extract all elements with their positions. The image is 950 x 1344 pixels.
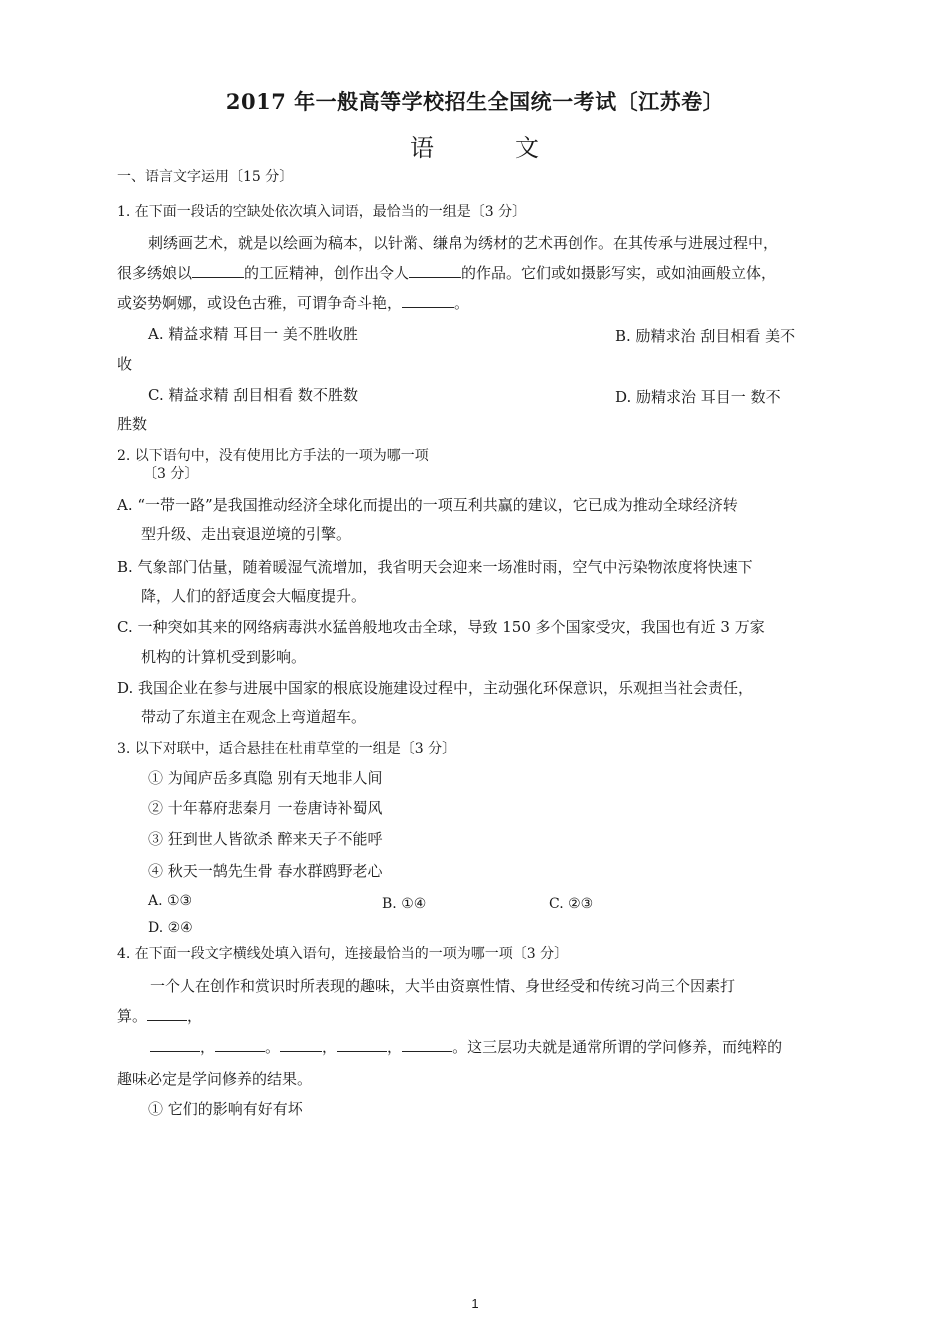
q4-stem: 4. 在下面一段文字横线处填入语句，连接最恰当的一项为哪一项〔3 分〕	[117, 946, 569, 962]
q3-option-c: C. ②③	[549, 896, 594, 912]
q3-stem: 3. 以下对联中，适合悬挂在杜甫草堂的一组是〔3 分〕	[117, 741, 457, 757]
q4-line2-comma: ，	[187, 1007, 203, 1025]
q4-line1: 一个人在创作和赏识时所表现的趣味，大半由资禀性情、身世经受和传统习尚三个因素打	[150, 977, 736, 995]
q1-para-line2	[117, 262, 776, 283]
q1-option-c: C. 精益求精 刮目相看 数不胜数	[148, 386, 359, 404]
section-heading: 一、语言文字运用〔15 分〕	[117, 169, 294, 185]
q1-para-line2-a: 很多绣娘以	[117, 264, 193, 282]
q4-line3-punct-4: ，	[387, 1038, 403, 1056]
q1-para-line1: 刺绣画艺术，就是以绘画为稿本，以针黹、缣帛为绣材的艺术再创作。在其传承与进展过程中，	[148, 234, 779, 252]
fill-blank	[147, 1006, 187, 1021]
fill-blank	[192, 263, 244, 278]
q4-line3-punct-2: 。	[265, 1038, 281, 1056]
q2-option-a-cont: 型升级、走出衰退逆境的引擎。	[141, 525, 352, 543]
q1-option-a: A. 精益求精 耳目一 美不胜收胜	[148, 325, 358, 343]
q2-stem-score: 〔3 分〕	[143, 466, 199, 482]
q1-option-d-cont: 胜数	[117, 415, 148, 433]
q1-para-line3-b: 。	[454, 294, 470, 312]
q3-couplet-2: ② 十年幕府悲秦月 一卷唐诗补蜀风	[148, 799, 383, 817]
q3-option-d: D. ②④	[148, 920, 193, 936]
q3-couplet-1: ① 为闻庐岳多真隐 别有天地非人间	[148, 769, 383, 787]
q2-option-d: D. 我国企业在参与进展中国家的根底设施建设过程中，主动强化环保意识，乐观担当社会责任，	[117, 679, 754, 697]
q4-line3	[150, 1036, 782, 1057]
q4-line2	[117, 1005, 202, 1026]
q2-option-a: A. “一带一路”是我国推动经济全球化而提出的一项互利共赢的建议，它已成为推动全球经济转	[117, 496, 738, 514]
fill-blank	[150, 1037, 200, 1052]
fill-blank	[280, 1037, 322, 1052]
subject-char-1: 语	[410, 134, 434, 162]
fill-blank	[402, 293, 454, 308]
page-number: 1	[471, 1296, 479, 1311]
q4-line3-tail: 。这三层功夫就是通常所谓的学问修养，而纯粹的	[452, 1038, 783, 1056]
q2-option-c-cont: 机构的计算机受到影响。	[141, 648, 307, 666]
fill-blank	[337, 1037, 387, 1052]
q4-line4: 趣味必定是学问修养的结果。	[117, 1070, 313, 1088]
fill-blank	[215, 1037, 265, 1052]
q2-stem: 2. 以下语句中，没有使用比方手法的一项为哪一项	[117, 448, 429, 464]
q1-option-d: D. 励精求治 耳目一 数不	[615, 388, 781, 406]
q3-option-b: B. ①④	[382, 896, 427, 912]
q1-para-line2-b: 的工匠精神，创作出令人	[244, 264, 410, 282]
q2-option-c: C. 一种突如其来的网络病毒洪水猛兽般地攻击全球，导致 150 多个国家受灾，我国也有近 3 万家	[117, 618, 765, 636]
q1-para-line3	[117, 292, 469, 313]
fill-blank	[409, 263, 461, 278]
q3-option-a: A. ①③	[148, 893, 193, 909]
q4-line3-punct-1: ，	[200, 1038, 216, 1056]
q3-couplet-4: ④ 秋天一鹄先生骨 春水群鸥野老心	[148, 862, 383, 880]
q1-para-line2-c: 的作品。它们或如摄影写实，或如油画般立体，	[461, 264, 777, 282]
q2-option-b: B. 气象部门估量，随着暖湿气流增加，我省明天会迎来一场准时雨，空气中污染物浓度将快速下	[117, 558, 753, 576]
q1-option-b-cont: 收	[117, 355, 133, 373]
exam-title: 2017 年一般高等学校招生全国统一考试〔江苏卷〕	[225, 89, 725, 114]
q2-option-d-cont: 带动了东道主在观念上弯道超车。	[141, 708, 367, 726]
q4-line2-text: 算。	[117, 1007, 148, 1025]
q1-option-b: B. 励精求治 刮目相看 美不	[615, 327, 796, 345]
q1-stem: 1. 在下面一段话的空缺处依次填入词语，最恰当的一组是〔3 分〕	[117, 204, 527, 220]
q2-option-b-cont: 降，人们的舒适度会大幅度提升。	[141, 587, 367, 605]
subject-char-2: 文	[515, 134, 539, 162]
fill-blank	[402, 1037, 452, 1052]
q4-item-1: ① 它们的影响有好有坏	[148, 1100, 303, 1118]
q4-line3-punct-3: ，	[322, 1038, 338, 1056]
q1-para-line3-a: 或姿势婀娜，或设色古雅，可谓争奇斗艳，	[117, 294, 403, 312]
q3-couplet-3: ③ 狂到世人皆欲杀 醉来天子不能呼	[148, 830, 383, 848]
